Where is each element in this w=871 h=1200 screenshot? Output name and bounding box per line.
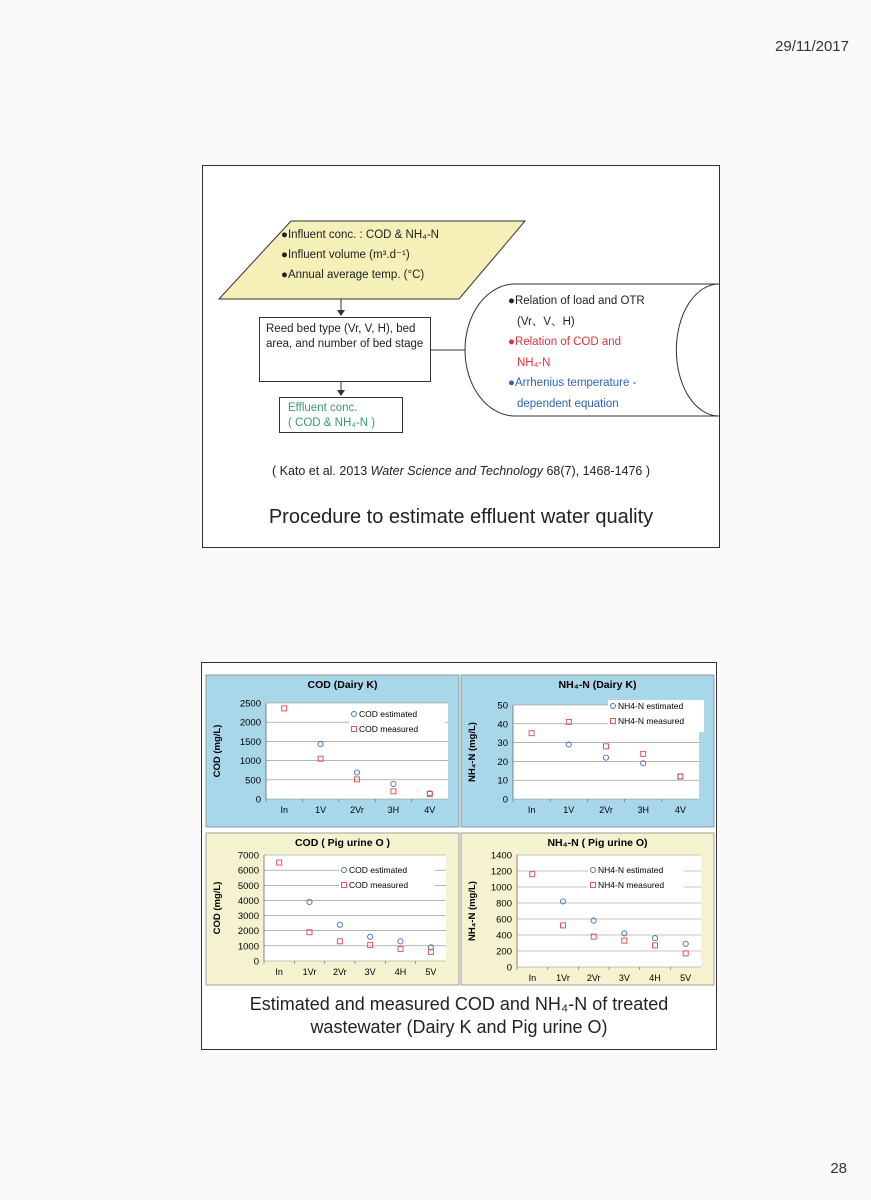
legend-label: COD measured	[349, 880, 409, 890]
x-tick-label: 3V	[618, 973, 630, 983]
legend-label: COD estimated	[359, 709, 418, 719]
model-item: NH₄-N	[517, 356, 551, 369]
y-tick-label: 5000	[237, 880, 259, 892]
output-box	[279, 397, 403, 433]
x-tick-label: In	[527, 805, 536, 815]
y-tick-label: 20	[497, 756, 508, 768]
y-tick-label: 6000	[237, 865, 259, 877]
legend-label: NH4-N estimated	[618, 701, 684, 711]
process-box: Reed bed type (Vr, V, H), bed area, and number of bed stage	[259, 317, 431, 382]
y-tick-label: 0	[255, 794, 261, 806]
chart-title: NH₄-N ( Pig urine O)	[547, 837, 648, 849]
y-tick-label: 800	[496, 898, 512, 910]
x-tick-label: 1V	[563, 805, 575, 815]
page-number: 28	[830, 1160, 847, 1177]
legend-label: COD measured	[359, 724, 419, 734]
y-tick-label: 1400	[490, 850, 512, 862]
y-axis-title: COD (mg/L)	[212, 881, 223, 935]
model-list	[508, 291, 645, 414]
y-tick-label: 200	[496, 946, 512, 958]
x-tick-label: 3V	[364, 967, 376, 977]
x-tick-label: 5V	[680, 973, 692, 983]
citation-journal: Water Science and Technology	[370, 464, 543, 478]
input-item: ●Influent volume (m³.d⁻¹)	[281, 249, 410, 261]
y-axis-title: COD (mg/L)	[212, 724, 223, 778]
x-tick-label: 1Vr	[556, 973, 570, 983]
chart-title: NH₄-N (Dairy K)	[558, 679, 637, 691]
x-tick-label: In	[528, 973, 537, 983]
y-tick-label: 0	[506, 962, 512, 974]
arrowhead-2	[337, 390, 345, 396]
x-tick-label: 4V	[424, 805, 436, 815]
x-tick-label: 1Vr	[302, 967, 317, 977]
y-tick-label: 1000	[239, 756, 261, 768]
arrowhead-1	[337, 310, 345, 316]
y-tick-label: 7000	[237, 850, 259, 862]
input-item: ●Annual average temp. (°C)	[281, 269, 425, 281]
output-line: ( COD & NH₄-N )	[288, 417, 376, 429]
y-tick-label: 400	[496, 930, 512, 942]
model-item: dependent equation	[517, 397, 619, 410]
x-tick-label: 1V	[315, 805, 327, 815]
y-tick-label: 0	[253, 956, 259, 968]
model-item: ●Arrhenius temperature -	[508, 377, 637, 389]
slide-title: Procedure to estimate effluent water quality	[268, 506, 654, 528]
x-tick-label: 3H	[637, 805, 649, 815]
input-list	[281, 225, 439, 285]
y-tick-label: 500	[245, 775, 261, 787]
input-item: ●Influent conc. : COD & NH₄-N	[281, 229, 439, 241]
x-tick-label: 2Vr	[586, 973, 601, 983]
model-item: ●Relation of COD and	[508, 336, 622, 348]
x-tick-label: 4H	[394, 967, 407, 977]
legend-label: NH4-N measured	[618, 716, 685, 726]
y-tick-label: 10	[497, 775, 508, 787]
y-tick-label: 40	[497, 719, 508, 731]
x-tick-label: 4V	[674, 805, 686, 815]
y-tick-label: 30	[497, 738, 508, 750]
y-tick-label: 2500	[239, 698, 261, 710]
x-tick-label: In	[280, 805, 288, 815]
y-tick-label: 1000	[490, 882, 512, 894]
slide-title	[202, 993, 716, 1039]
y-tick-label: 1500	[239, 736, 261, 748]
output-line: Effluent conc.	[288, 402, 358, 414]
y-tick-label: 3000	[237, 911, 259, 923]
x-tick-label: 2Vr	[599, 805, 613, 815]
y-axis-title: NH₄-N (mg/L)	[467, 722, 478, 782]
legend-label: COD estimated	[349, 865, 408, 875]
citation	[203, 464, 719, 478]
y-tick-label: 2000	[239, 717, 261, 729]
y-tick-label: 50	[497, 700, 508, 712]
y-tick-label: 1000	[237, 941, 259, 953]
model-item: ●Relation of load and OTR	[508, 295, 645, 307]
x-tick-label: 4H	[649, 973, 661, 983]
y-tick-label: 600	[496, 914, 512, 926]
date-label: 29/11/2017	[775, 38, 849, 55]
slide-procedure	[202, 165, 720, 548]
chart-grid	[202, 663, 715, 988]
y-tick-label: 0	[502, 794, 508, 806]
title-line: wastewater (Dairy K and Pig urine O)	[310, 1017, 608, 1037]
chart-title: COD ( Pig urine O )	[294, 837, 391, 849]
y-tick-label: 2000	[237, 926, 259, 938]
y-axis-title: NH₄-N (mg/L)	[467, 881, 478, 941]
y-tick-label: 1200	[490, 866, 512, 878]
slide-charts	[201, 662, 717, 1050]
x-tick-label: 3H	[387, 805, 400, 815]
title-line: Estimated and measured COD and NH₄-N of treated	[249, 994, 669, 1014]
x-tick-label: 5V	[425, 967, 437, 977]
x-tick-label: 2Vr	[350, 805, 364, 815]
y-tick-label: 4000	[237, 895, 259, 907]
citation-pre: ( Kato et al. 2013	[271, 464, 371, 478]
citation-post: 68(7), 1468-1476 )	[543, 464, 651, 478]
legend-label: NH4-N estimated	[598, 865, 664, 875]
model-item: (Vr、V、H)	[517, 315, 575, 328]
chart-title: COD (Dairy K)	[307, 679, 378, 691]
x-tick-label: In	[275, 967, 283, 977]
x-tick-label: 2Vr	[332, 967, 347, 977]
legend-label: NH4-N measured	[598, 880, 665, 890]
